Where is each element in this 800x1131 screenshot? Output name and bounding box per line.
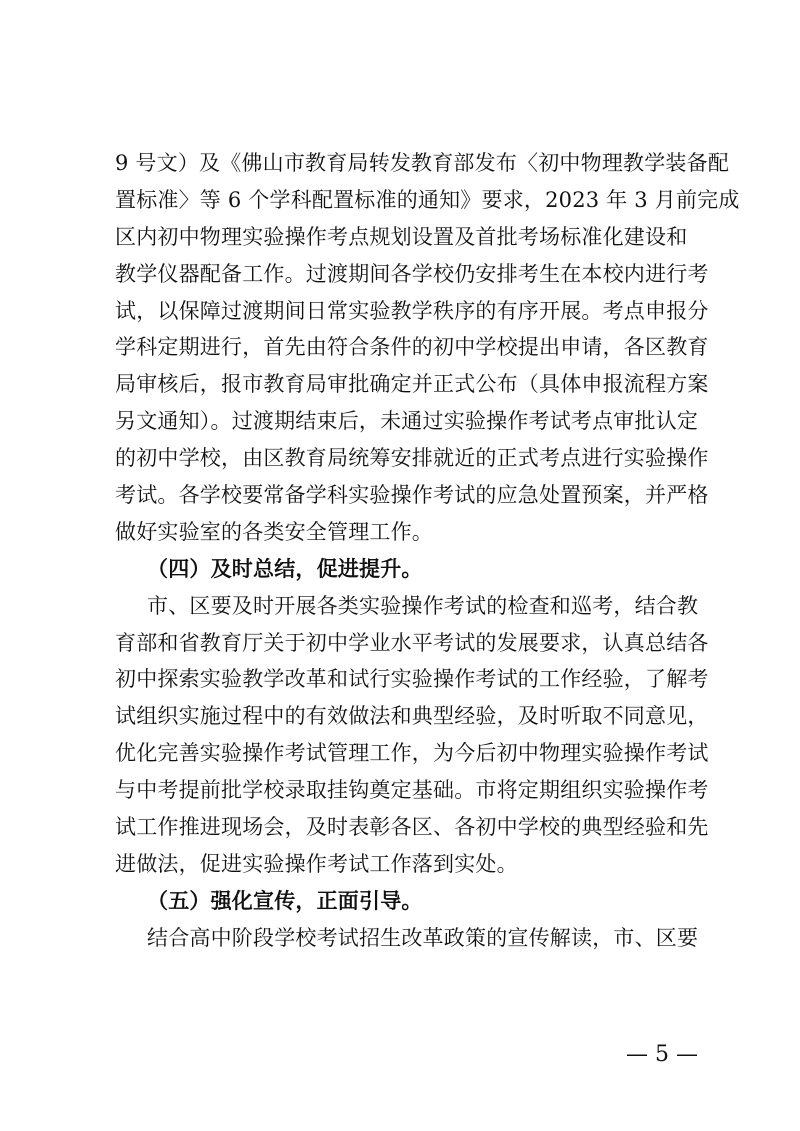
section-heading-four: （四）及时总结，促进提升。 [147, 555, 423, 581]
text-line: 初中探索实验教学改革和试行实验操作考试的工作经验，了解考 [115, 667, 709, 692]
text-line: 学科定期进行，首先由符合条件的初中学校提出申请，各区教育 [115, 335, 709, 360]
document-body [115, 145, 740, 957]
text-line: 置标准〉等 6 个学科配置标准的通知》要求，2023 年 3 月前完成 [115, 187, 740, 212]
text-line: 区内初中物理实验操作考点规划设置及首批考场标准化建设和 [115, 224, 688, 249]
text-line: 试组织实施过程中的有效做法和典型经验，及时听取不同意见， [115, 704, 709, 729]
text-line: 另文通知）。过渡期结束后，未通过实验操作考试考点审批认定 [115, 409, 699, 434]
text-line: 育部和省教育厅关于初中学业水平考试的发展要求，认真总结各 [115, 630, 709, 655]
text-line: 的初中学校，由区教育局统筹安排就近的正式考点进行实验操作 [115, 446, 709, 471]
text-line: 试，以保障过渡期间日常实验教学秩序的有序开展。考点申报分 [115, 298, 709, 323]
text-line: 9 号文）及《佛山市教育局转发教育部发布〈初中物理教学装备配 [115, 151, 730, 175]
paragraph-first-line: 市、区要及时开展各类实验操作考试的检查和巡考，结合教 [147, 593, 699, 618]
text-line: 试工作推进现场会，及时表彰各区、各初中学校的典型经验和先 [115, 815, 709, 840]
text-line: 与中考提前批学校录取挂钩奠定基础。市将定期组织实验操作考 [115, 778, 709, 803]
section-heading-five: （五）强化宣传，正面引导。 [147, 887, 423, 913]
paragraph-first-line: 结合高中阶段学校考试招生改革政策的宣传解读，市、区要 [147, 925, 699, 950]
text-line: 进做法，促进实验操作考试工作落到实处。 [115, 851, 518, 876]
text-line: 局审核后，报市教育局审批确定并正式公布（具体申报流程方案 [115, 372, 709, 397]
text-line: 优化完善实验操作考试管理工作，为今后初中物理实验操作考试 [115, 741, 709, 766]
text-line: 考试。各学校要常备学科实验操作考试的应急处置预案，并严格 [115, 483, 709, 508]
text-line: 教学仪器配备工作。过渡期间各学校仍安排考生在本校内进行考 [115, 261, 709, 286]
text-line: 做好实验室的各类安全管理工作。 [115, 519, 433, 544]
page-number: — 5 — [626, 1042, 698, 1067]
